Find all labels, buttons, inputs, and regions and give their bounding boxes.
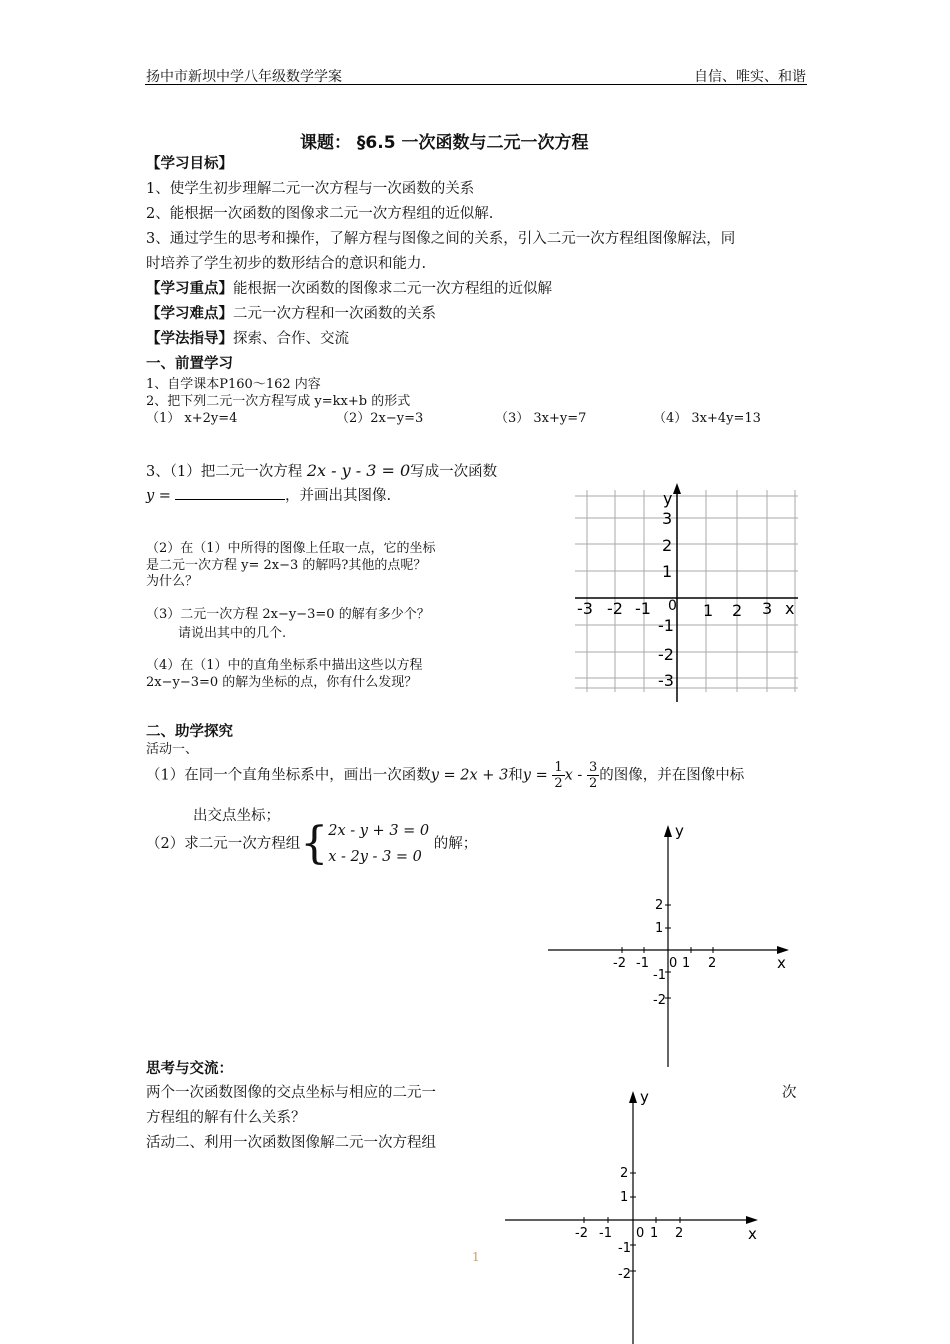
difficulty-text: 二元一次方程和一次函数的关系 [233,306,436,322]
key-point [146,277,552,298]
q3-3-line2: 请说出其中的几个. [178,626,287,641]
difficulty-label: 【学习难点】 [146,306,233,322]
axes2-x-tick: 2 [675,1226,684,1241]
system-eq-2: x - 2y - 3 = 0 [328,849,422,865]
method-text: 探索、合作、交流 [233,331,349,347]
axes1-y-tick: 2 [655,898,664,913]
page-title: 课题： §6.5 一次函数与二元一次方程 [300,133,589,153]
frac-numerator: 1 [554,760,563,775]
page-number: 1 [472,1250,480,1264]
axes1-y-label: y [675,822,684,840]
grid-y-tick: 2 [662,536,673,555]
grid-x-tick: -1 [635,599,651,618]
axes1-x-tick: -2 [613,956,626,971]
header-rule [145,84,807,85]
system-brace: { [300,818,329,869]
a1-post: 的图像，并在图像中标 [599,767,745,784]
coordinate-axes-1 [545,822,800,1070]
coordinate-axes-2 [502,1086,772,1344]
think-line2: 方程组的解有什么关系？ [146,1110,306,1126]
q3-line2 [146,484,391,505]
axes2-x-tick: -1 [599,1226,612,1241]
method [146,327,349,348]
equation-system [328,818,429,870]
axes1-x-tick: 0 [669,956,678,971]
a2-post: 的解； [433,836,478,852]
grid-y-tick: -1 [658,616,674,635]
axes1-y-tick: -2 [653,993,666,1008]
goal-item: 时培养了学生初步的数形结合的意识和能力. [146,256,427,272]
a1-text: （1）在同一个直角坐标系中，画出一次函数 [146,767,431,784]
q3-4-line2: 2x−y−3=0 的解为坐标的点，你有什么发现？ [146,675,418,690]
q3-line1 [146,460,497,481]
axes2-y-tick: 1 [620,1190,629,1205]
think-heading: 思考与交流： [146,1061,233,1077]
function-1: y = 2x + 3 [430,767,509,784]
grid-x-tick: 2 [732,601,743,620]
answer-blank[interactable] [175,485,285,500]
activity2-label: 活动二、利用一次函数图像解二元一次方程组 [146,1135,436,1151]
grid-y-tick: -3 [658,671,674,690]
axes1-x-label: x [777,954,786,972]
coordinate-grid [565,480,810,708]
grid-x-tick: -2 [607,599,623,618]
axes1-y-tick: 1 [655,921,664,936]
activity1-label: 活动一、 [146,742,199,757]
key-point-text: 能根据一次函数的图像求二元一次方程组的近似解 [233,281,552,297]
a2-text: （2）求二元一次方程组 [146,836,301,852]
method-label: 【学法指导】 [146,331,233,347]
goals-heading: 【学习目标】 [146,156,233,172]
grid-x-label: x [785,599,795,618]
q3-3-line1: （3）二元一次方程 2x−y−3=0 的解有多少个？ [146,607,430,622]
axes2-y-tick: 2 [620,1166,629,1181]
grid-x-tick: -3 [577,599,593,618]
equation-2: （2）2x−y=3 [336,411,424,426]
think-line1-tail: 次 [782,1085,797,1101]
q3-2-line3: 为什么？ [146,574,199,589]
header-right: 自信、唯实、和谐 [694,69,806,85]
grid-y-label: y [663,489,673,508]
axes2-y-tick: -2 [618,1267,631,1282]
section2-heading: 二、助学探究 [146,724,233,740]
q3-tail: ，并画出其图像. [284,488,392,504]
axes1-x-tick: 1 [682,956,691,971]
q3-equation: 2x - y - 3 = 0 [306,461,411,480]
header-left: 扬中市新坝中学八年级数学学案 [146,69,342,85]
axes2-x-tick: 0 [636,1226,645,1241]
grid-x-tick: 0 [668,598,677,614]
grid-x-tick: 1 [703,601,714,620]
equation-4: （4） 3x+4y=13 [653,411,761,426]
grid-y-tick: 3 [662,509,673,528]
axes2-y-label: y [640,1088,649,1106]
axes1-y-tick: -1 [653,968,666,983]
activity1-q1 [146,760,744,791]
axes2-x-label: x [748,1225,757,1243]
q3-4-line1: （4）在（1）中的直角坐标系中描出这些以方程 [146,658,423,673]
frac-denominator: 2 [554,776,563,791]
activity1-q1-line2: 出交点坐标； [193,808,280,824]
equation-1: （1） x+2y=4 [146,411,238,426]
q3-prefix: 3、（1）把二元一次方程 [146,464,307,480]
function-2-lhs: y = [522,767,548,784]
axes2-x-tick: 1 [650,1226,659,1241]
q3-y: y = [146,488,171,504]
section1-heading: 一、前置学习 [146,356,233,372]
grid-x-tick: 3 [762,599,773,618]
goal-item: 1、使学生初步理解二元一次方程与一次函数的关系 [146,181,475,197]
frac-numerator: 3 [588,760,598,775]
difficulty [146,302,436,323]
section1-line1: 1、自学课本P160～162 内容 [146,377,321,392]
key-point-label: 【学习重点】 [146,281,233,297]
section1-line2: 2、把下列二元一次方程写成 y=kx+b 的形式 [146,394,411,409]
goal-item: 3、通过学生的思考和操作，了解方程与图像之间的关系，引入二元一次方程组图像解法，同 [146,231,736,247]
goal-item: 2、能根据一次函数的图像求二元一次方程组的近似解. [146,206,494,222]
grid-y-tick: -2 [658,645,674,664]
axes1-x-tick: -1 [636,956,649,971]
activity1-q2 [146,818,477,870]
axes1-x-tick: 2 [708,956,717,971]
q3-2-line1: （2）在（1）中所得的图像上任取一点，它的坐标 [146,541,436,556]
axes2-x-tick: -2 [575,1226,588,1241]
q3-2-line2: 是二元一次方程 y= 2x−3 的解吗?其他的点呢？ [146,558,427,573]
system-eq-1: 2x - y + 3 = 0 [328,823,430,839]
a1-and: 和 [508,767,523,784]
think-line1: 两个一次函数图像的交点坐标与相应的二元一 [146,1085,436,1101]
frac-denominator: 2 [588,776,598,791]
grid-y-tick: 1 [662,562,673,581]
function-2-mid: x - [564,767,583,784]
axes2-y-tick: -1 [618,1241,631,1256]
equation-3: （3） 3x+y=7 [495,411,587,426]
q3-suffix: 写成一次函数 [410,464,498,480]
